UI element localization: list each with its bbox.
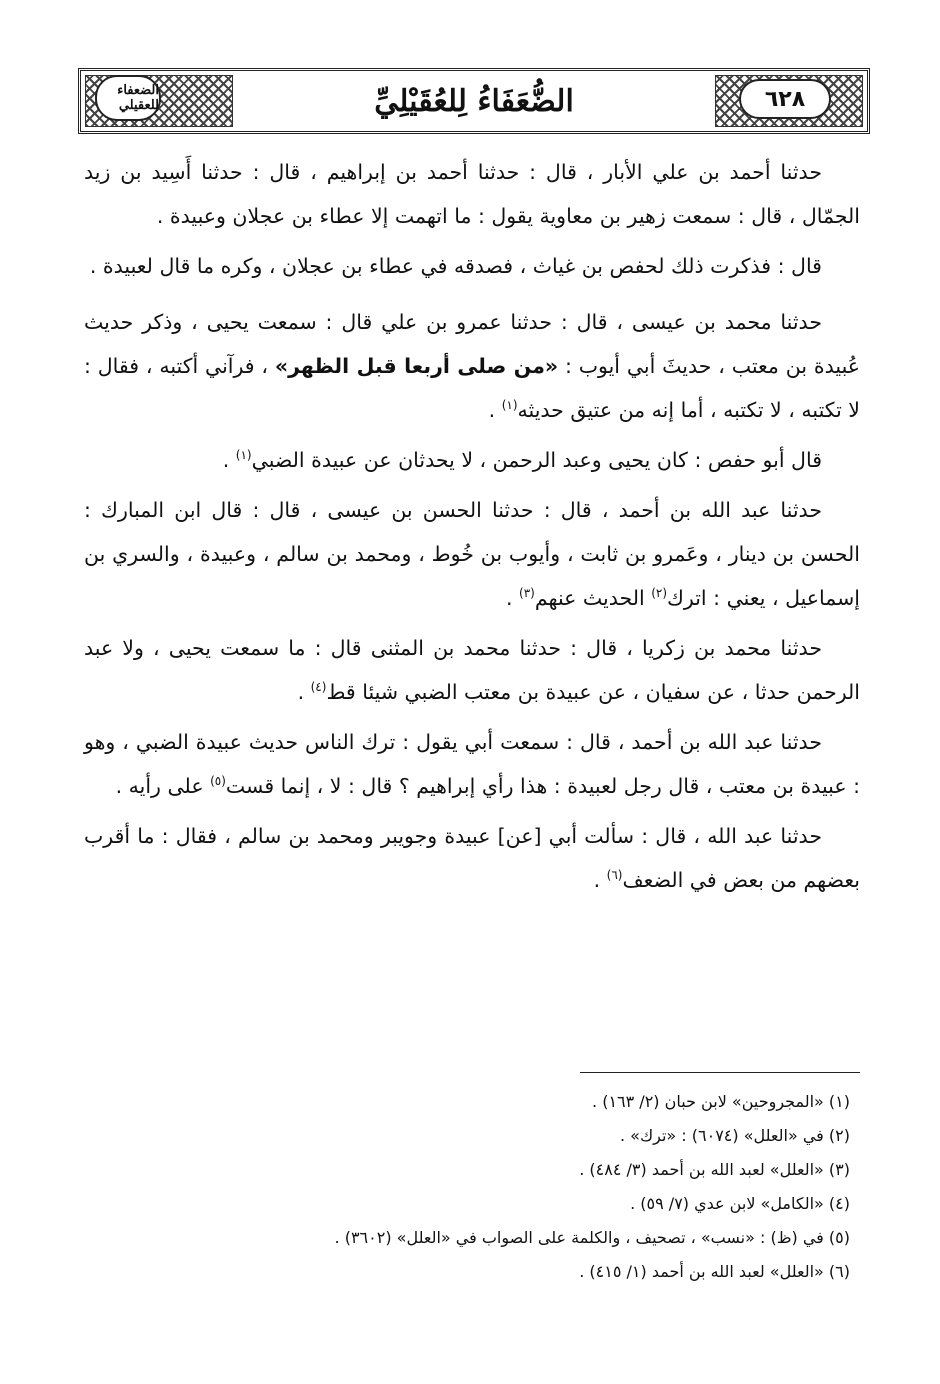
main-text [84,150,860,908]
footnote-ref: (٤) [310,680,327,695]
footnote: (١) «المجروحين» لابن حبان (٢/ ١٦٣) . [592,1092,850,1111]
footnote: (٦) «العلل» لعبد الله بن أحمد (١/ ٤١٥) . [579,1262,850,1281]
paragraph: حدثنا أحمد بن علي الأبار ، قال : حدثنا أحمد بن إبراهيم ، قال : حدثنا أَسِيد بن زيد الجمّال ، قال : سمعت زهير بن معاوية يقول : ما اتهمت إلا عطاء بن عجلان وعبيدة . [84,160,860,228]
footnote-ref: (٥) [210,774,226,789]
paragraph: قال أبو حفص : كان يحيى وعبد الرحمن ، لا يحدثان عن عبيدة الضبي$^{(١)}$ . [222,448,822,472]
footnote-ref: (٢) [651,586,668,601]
footnote-ref: (١) [235,448,252,463]
footnote-divider [580,1072,860,1073]
book-title: الضُّعَفَاءُ لِلعُقَيْلِيِّ [374,83,574,119]
footnote-ref: (٦) [606,868,623,883]
footnote: (٢) في «العلل» (٦٠٧٤) : «ترك» . [619,1126,850,1145]
paragraph: حدثنا عبد الله ، قال : سألت أبي [عن] عبيدة وجويبر ومحمد بن سالم ، فقال : ما أقرب بعضهم من بعض في الضعف$^{(٦)}$ . [84,824,860,892]
footnote: (٤) «الكامل» لابن عدي (٧/ ٥٩) . [630,1194,850,1213]
page-number: ٦٢٨ [739,79,831,119]
footnote-ref: (٣) [519,586,535,601]
book-medallion: الضعفاء للعقيلي [95,75,161,121]
footnote: (٣) «العلل» لعبد الله بن أحمد (٣/ ٤٨٤) . [579,1160,850,1179]
hadith-quote: «من صلى أربعا قبل الظهر» [274,354,559,378]
page-header [78,68,870,134]
paragraph: حدثنا عبد الله بن أحمد ، قال : سمعت أبي يقول : ترك الناس حديث عبيدة الضبي ، وهو : عبيدة بن معتب ، قال رجل لعبيدة : هذا رأي إبراهيم ؟ قال : لا ، إنما قست$^{(٥)}$ على رأيه . [84,730,860,798]
paragraph: حدثنا عبد الله بن أحمد ، قال : حدثنا الحسن بن عيسى ، قال : قال ابن المبارك : الحسن بن دينار ، وعَمرو بن ثابت ، وأيوب بن خُوط ، ومحمد بن سالم ، وعبيدة ، والسري بن إسماعيل ، يعني : اترك$^{(٢)}$ الحديث عنهم$^{(٣)}$ . [84,498,860,610]
paragraph: حدثنا محمد بن زكريا ، قال : حدثنا محمد بن المثنى قال : ما سمعت يحيى ، ولا عبد الرحمن حدثا ، عن سفيان ، عن عبيدة بن معتب الضبي شيئا قط$^{(٤)}$ . [84,636,860,704]
paragraph: قال : فذكرت ذلك لحفص بن غياث ، فصدقه في عطاء بن عجلان ، وكره ما قال لعبيدة . [89,254,822,278]
footnotes [84,1085,860,1289]
footnote-ref: (١) [501,398,518,413]
paragraph: حدثنا محمد بن عيسى ، قال : حدثنا عمرو بن علي قال : سمعت يحيى ، وذكر حديث عُبيدة بن معتب ، حديثَ أبي أيوب : «من صلى أربعا قبل الظهر» ، فرآني أكتبه ، فقال : لا تكتبه ، لا تكتبه ، أما إنه من عتيق حديثه$^{(١)}$ . [84,310,860,422]
footnote: (٥) في (ظ) : «نسب» ، تصحيف ، والكلمة على الصواب في «العلل» (٣٦٠٢) . [334,1228,850,1247]
